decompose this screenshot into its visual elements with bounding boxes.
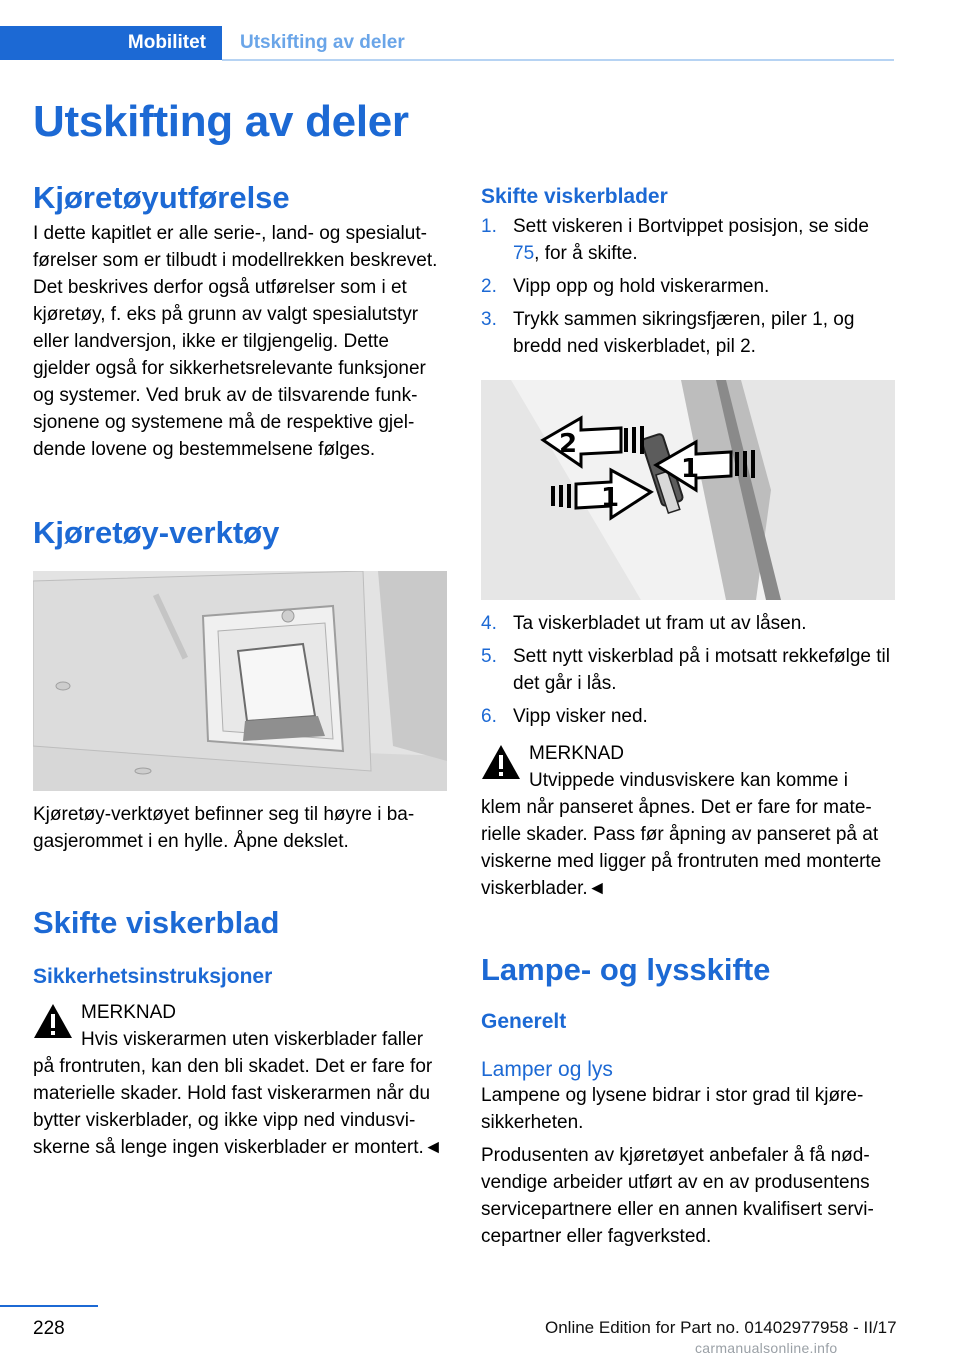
step-text: Trykk sammen sikringsfjæren, piler 1, og bredd ned viskerbladet, pil 2. — [513, 309, 855, 357]
steps-list-b — [481, 610, 895, 730]
heading-skifte-viskerblader: Skifte viskerblader — [481, 185, 668, 208]
step-text: Vipp visker ned. — [513, 706, 648, 727]
trunk-tool-illustration — [33, 571, 447, 791]
step-2 — [481, 273, 895, 300]
trunk-tool-figure — [33, 571, 447, 791]
notice-label: MERKNAD — [81, 1002, 177, 1023]
heading-generelt: Generelt — [481, 1010, 567, 1033]
heading-lampe-lysskifte: Lampe- og lysskifte — [481, 952, 771, 987]
heading-lamper-og-lys: Lamper og lys — [481, 1058, 613, 1081]
page-number: 228 — [33, 1318, 65, 1339]
step-number: 5. — [481, 646, 497, 667]
tab-mobilitet[interactable]: Mobilitet — [0, 26, 222, 60]
step-4 — [481, 610, 895, 637]
notice-wiper-hood — [481, 740, 895, 902]
steps-list-a — [481, 213, 895, 360]
heading-kjoretoyutforelse: Kjøretøyutførelse — [33, 180, 290, 215]
step-3 — [481, 306, 895, 360]
left-column — [33, 180, 447, 1161]
notice-body: klem når panseret åpnes. Det er fare for materielle skader. Pass før åpning av panseret på at viskerne med ligger på frontruten med monterte viskerblader.◄ — [481, 797, 882, 899]
notice-first-line: Hvis viskerarmen uten viskerblader faller — [81, 1029, 424, 1050]
header-rule — [222, 59, 894, 61]
arrow-label-1a: 1 — [681, 454, 700, 484]
watermark: carmanualsonline.info — [695, 1340, 838, 1356]
step-1 — [481, 213, 895, 267]
tab-utskifting[interactable]: Utskifting av deler — [240, 32, 405, 53]
step-number: 1. — [481, 216, 497, 237]
edition-text: Online Edition for Part no. 01402977958 - II/17 — [545, 1318, 897, 1337]
footer-rule — [0, 1305, 98, 1307]
step-text: Vipp opp og hold viskerarmen. — [513, 276, 770, 297]
step-6 — [481, 703, 895, 730]
step-text: Sett viskeren i Bortvippet posisjon, se side — [513, 216, 869, 237]
notice-first-line: Utvippede vindusviskere kan komme i — [529, 770, 848, 791]
arrow-label-2: 2 — [559, 429, 578, 459]
heading-verktoy: Kjøretøy-verktøy — [33, 515, 280, 550]
notice-label: MERKNAD — [529, 743, 625, 764]
warning-triangle-icon — [33, 1003, 73, 1039]
notice-body: på frontruten, kan den bli skadet. Det er fare for materielle skader. Hold fast viskerarmen når du bytter viskerblader, og ikke vipp ned vindusviskerne så lenge ingen viskerblader er montert.◄ — [33, 1056, 443, 1158]
header-bar — [0, 26, 894, 60]
step-text: Sett nytt viskerblad på i motsatt rekkefølge til det går i lås. — [513, 646, 890, 694]
page-link-75[interactable]: 75 — [513, 243, 535, 264]
tool-caption: Kjøretøy-verktøyet befinner seg til høyre i bagasjerommet i en hylle. Åpne dekslet. — [33, 804, 415, 852]
step-number: 6. — [481, 706, 497, 727]
lamp-paragraph-1: Lampene og lysene bidrar i stor grad til kjøresikkerheten. — [481, 1085, 864, 1133]
wiper-figure — [481, 380, 895, 600]
notice-wiper-arm — [33, 999, 447, 1161]
step-number: 3. — [481, 309, 497, 330]
step-number: 2. — [481, 276, 497, 297]
step-text-end: , for å skifte. — [534, 243, 638, 264]
step-number: 4. — [481, 613, 497, 634]
intro-paragraph: I dette kapitlet er alle serie-, land- og spesialutførelser som er tilbudt i modellrekken beskrevet. Det beskrives derfor også utførelser som i et kjøretøy, f. eks på grunn av valgt spesialutstyr eller landversjon, ikke er tilgjengelig. Dette gjelder også for sikkerhetsrelevante funksjoner og systemer. Ved bruk av de tilsvarende funksjonene og systemene må de respektive gjeldende lovene og bestemmelsene følges. — [33, 223, 438, 460]
heading-skifte-viskerblad: Skifte viskerblad — [33, 905, 280, 940]
lamp-paragraph-2: Produsenten av kjøretøyet anbefaler å få nødvendige arbeider utført av en av produsentens servicepartnere eller en annen kvalifisert servicepartner eller fagverksted. — [481, 1145, 874, 1247]
right-column — [481, 180, 895, 1250]
arrow-label-1b: 1 — [601, 483, 620, 513]
wiper-illustration — [481, 380, 895, 600]
step-5 — [481, 643, 895, 697]
heading-sikkerhetsinstruksjoner: Sikkerhetsinstruksjoner — [33, 965, 273, 988]
step-text: Ta viskerbladet ut fram ut av låsen. — [513, 613, 807, 634]
warning-triangle-icon — [481, 744, 521, 780]
page-title: Utskifting av deler — [33, 97, 409, 146]
